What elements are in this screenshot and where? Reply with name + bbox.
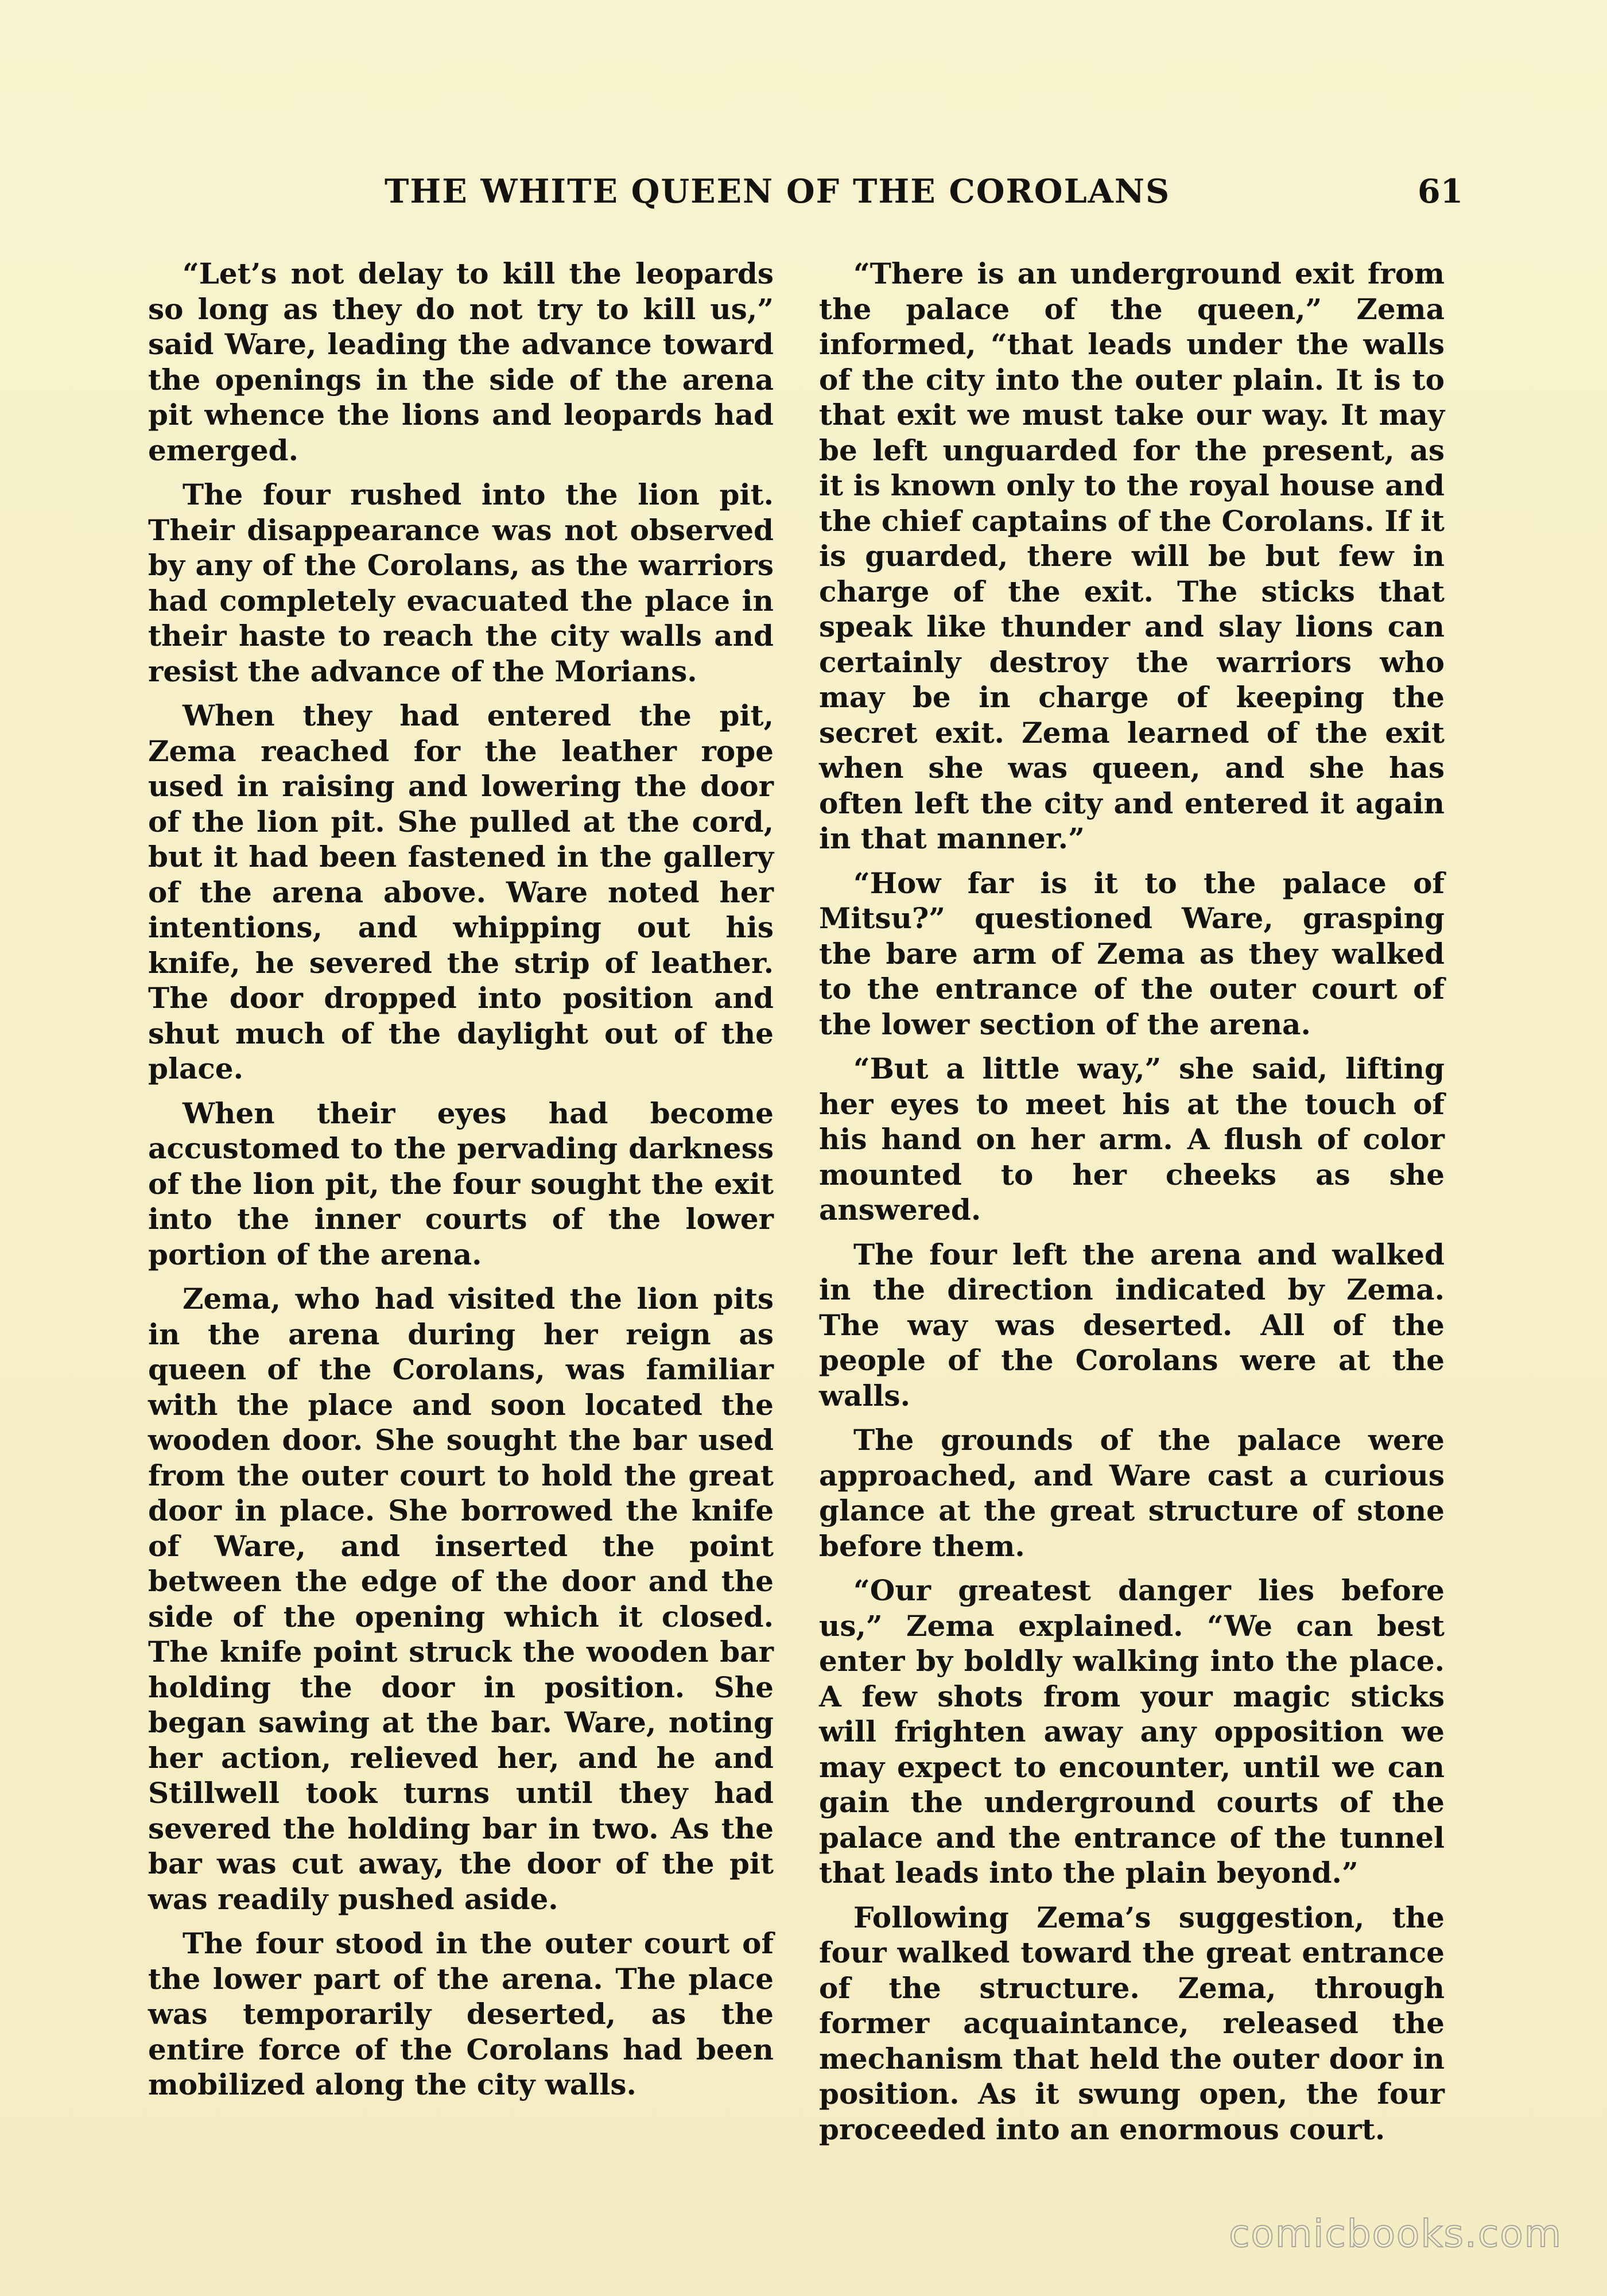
page-number: 61 <box>1418 172 1464 211</box>
paragraph: “How far is it to the palace of Mitsu?” questioned Ware, grasping the bare arm of Zema as they walked to the entrance of the outer court of the lower section of the arena. <box>819 866 1445 1041</box>
paragraph: The four rushed into the lion pit. Their disappearance was not observed by any of the Corolans, as the warriors had completely evacuated the place in their haste to reach the city walls and resist the advance of the Morians. <box>148 478 774 688</box>
site-watermark: comicbooks.com <box>1229 2212 1562 2256</box>
paragraph: When their eyes had become accustomed to the pervading darkness of the lion pit, the four sought the exit into the inner courts of the lower portion of the arena. <box>148 1096 774 1271</box>
left-text-column <box>148 256 774 2112</box>
paragraph: The grounds of the palace were approached, and Ware cast a curious glance at the great structure of stone before them. <box>819 1423 1445 1563</box>
paragraph: “There is an underground exit from the palace of the queen,” Zema informed, “that leads under the walls of the city into the outer plain. It is to that exit we must take our way. It may be left unguarded for the present, as it is known only to the royal house and the chief captains of the Corolans. If it is guarded, there will be but few in charge of the exit. The sticks that speak like thunder and slay lions can certainly destroy the warriors who may be in charge of keeping the secret exit. Zema learned of the exit when she was queen, and she has often left the city and entered it again in that manner.” <box>819 257 1445 855</box>
paragraph: “But a little way,” she said, lifting her eyes to meet his at the touch of his hand on her arm. A flush of color mounted to her cheeks as she answered. <box>819 1052 1445 1227</box>
paragraph: The four stood in the outer court of the lower part of the arena. The place was temporarily deserted, as the entire force of the Corolans had been mobilized along the city walls. <box>148 1926 774 2101</box>
paragraph: Zema, who had visited the lion pits in the arena during her reign as queen of the Corolans, was familiar with the place and soon located the wooden door. She sought the bar used from the outer court to hold the great door in place. She borrowed the knife of Ware, and inserted the point between the edge of the door and the side of the opening which it closed. The knife point struck the wooden bar holding the door in position. She began sawing at the bar. Ware, noting her action, relieved her, and he and Stillwell took turns until they had severed the holding bar in two. As the bar was cut away, the door of the pit was readily pushed aside. <box>148 1282 774 1916</box>
right-text-column <box>819 256 1445 2156</box>
paragraph: When they had entered the pit, Zema reached for the leather rope used in raising and lowering the door of the lion pit. She pulled at the cord, but it had been fastened in the gallery of the arena above. Ware noted her intentions, and whipping out his knife, he severed the strip of leather. The door dropped into position and shut much of the daylight out of the place. <box>148 699 774 1085</box>
paragraph: “Let’s not delay to kill the leopards so long as they do not try to kill us,” said Ware, leading the advance toward the openings in the side of the arena pit whence the lions and leopards had emerged. <box>148 257 774 467</box>
running-title: THE WHITE QUEEN OF THE COROLANS <box>385 172 1171 211</box>
paragraph: “Our greatest danger lies before us,” Zema explained. “We can best enter by boldly walking into the place. A few shots from your magic sticks will frighten away any opposition we may expect to encounter, until we can gain the underground courts of the palace and the entrance of the tunnel that leads into the plain beyond.” <box>819 1573 1445 1890</box>
paragraph: The four left the arena and walked in the direction indicated by Zema. The way was deserted. All of the people of the Corolans were at the walls. <box>819 1237 1445 1413</box>
paragraph: Following Zema’s suggestion, the four walked toward the great entrance of the structure. Zema, through former acquaintance, released the mechanism that held the outer door in position. As it swung open, the four proceeded into an enormous court. <box>819 1900 1445 2146</box>
